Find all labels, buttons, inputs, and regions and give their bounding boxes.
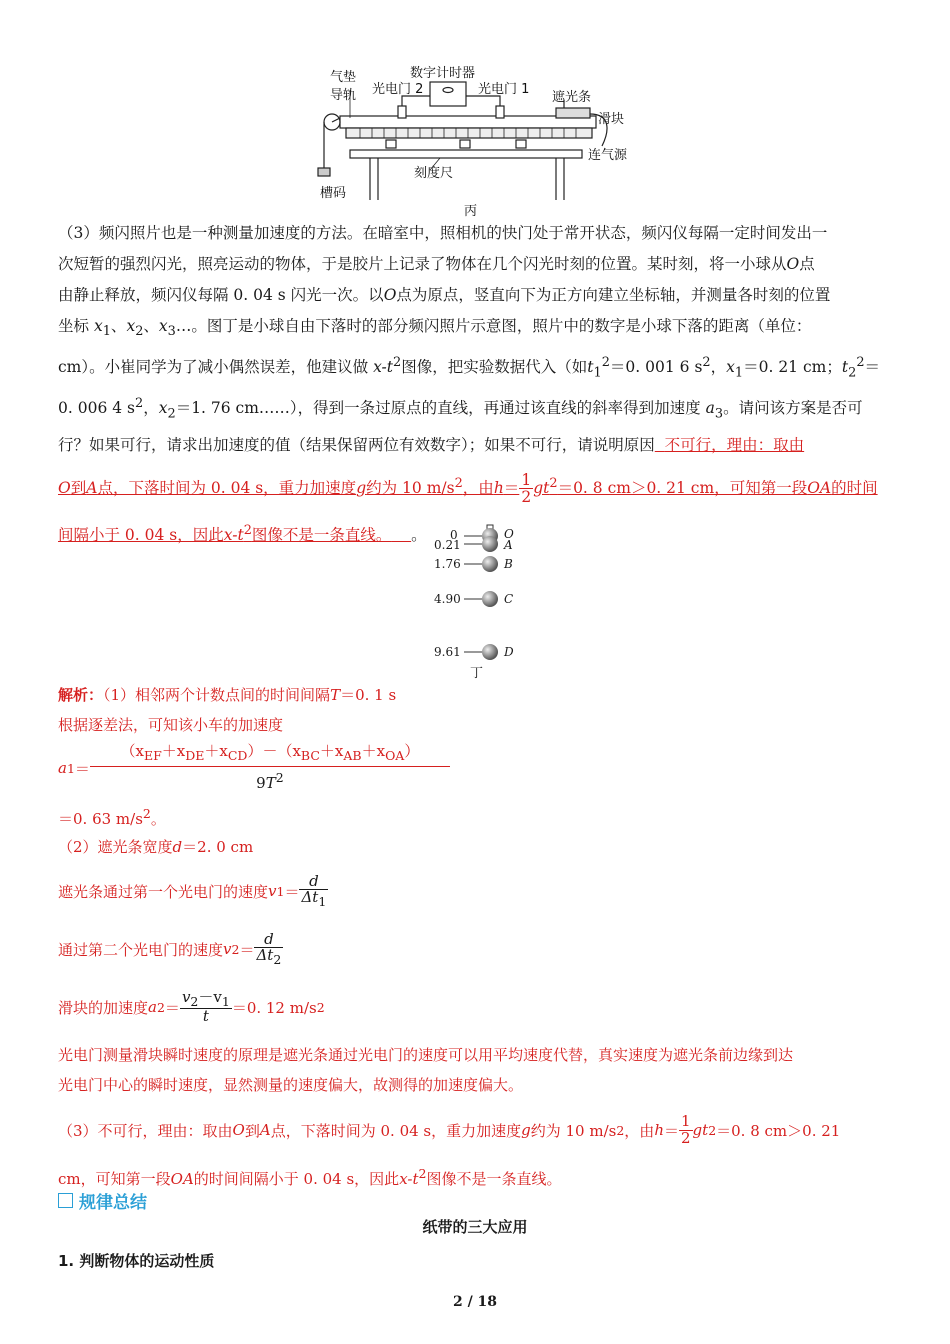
label-scale: 刻度尺 xyxy=(414,166,454,181)
solution-heading: 解析： xyxy=(58,686,104,704)
frac-text: （x xyxy=(120,742,144,761)
q3-text: ＝0. 001 6 s xyxy=(609,358,703,377)
frac-num xyxy=(90,744,450,767)
solution-text: ＝0. 12 m/s xyxy=(231,998,317,1017)
var-OA: OA xyxy=(807,478,832,497)
q3-line-2 xyxy=(58,249,890,280)
fraction-half xyxy=(679,1111,693,1147)
sub: DE xyxy=(185,748,205,764)
sup: 2 xyxy=(275,770,284,786)
q3-line-7 xyxy=(58,430,890,461)
sub: 1 xyxy=(276,883,285,899)
q3-text: 。请问该方案是否可 xyxy=(723,399,863,418)
var-O: O xyxy=(58,478,71,497)
sup: 2 xyxy=(601,355,610,371)
strobe-value-0: 0 xyxy=(450,528,458,542)
q3-text: ＝0. 21 cm； xyxy=(743,358,842,377)
figure-caption-bing: 丙 xyxy=(464,204,478,219)
q3-text: 次短暂的强烈闪光，照亮运动的物体，于是胶片上记录了物体在几个闪光时刻的位置。某时刻，将一小球从 xyxy=(58,255,787,273)
solution-text: （1）相邻两个计数点间的时间间隔 xyxy=(103,686,331,704)
solution-text: 通过第二个光电门的速度 xyxy=(58,940,224,959)
solution-text: ＝2. 0 cm xyxy=(182,838,254,856)
q3-text: 点 xyxy=(799,255,815,273)
solution-text: 滑块的加速度 xyxy=(58,998,149,1017)
solution-text: ＝ xyxy=(239,940,255,959)
strobe-value-1: 0.21 xyxy=(434,538,461,552)
sup: 2 xyxy=(418,1166,427,1181)
sub: 2 xyxy=(190,993,199,1009)
var-O: O xyxy=(383,286,397,304)
var-A: A xyxy=(259,1121,271,1139)
var-a: a xyxy=(148,998,157,1016)
solution-v1 xyxy=(58,862,898,920)
solution-text: 。 xyxy=(150,810,166,828)
strobe-value-3: 4.90 xyxy=(434,592,461,606)
answer-text: 到 xyxy=(70,478,87,497)
solution-text: ＝0. 1 s xyxy=(340,686,397,704)
var-x: x xyxy=(726,358,735,377)
solution-text: 图像不是一条直线。 xyxy=(426,1170,562,1188)
q3-text: 、 xyxy=(110,317,127,335)
solution-line-d xyxy=(58,832,898,862)
var-dt: Δt xyxy=(256,946,274,965)
solution-result-a1 xyxy=(58,796,898,832)
q3-text: （3）频闪照片也是一种测量加速度的方法。在暗室中，照相机的快门处于常开状态，频闪仪每隔一定时间发出一 xyxy=(58,224,828,242)
var-xt: x-t xyxy=(399,1170,419,1188)
var-g: g xyxy=(356,478,367,497)
var-xt: x-t xyxy=(223,525,244,544)
frac-den xyxy=(90,767,450,792)
figure-caption-ding: 丁 xyxy=(470,666,484,681)
sub: OA xyxy=(385,748,405,764)
var-gt: gt xyxy=(692,1121,709,1139)
frac-text: ＋x xyxy=(361,742,386,761)
sub: 1 xyxy=(221,993,230,1009)
frac-den: t xyxy=(202,1006,209,1025)
frac-num: d xyxy=(254,932,283,949)
answer-text: ＝ xyxy=(503,478,520,497)
strobe-value-2: 1.76 xyxy=(434,557,461,571)
solution-text: 的时间间隔小于 0. 04 s，因此 xyxy=(193,1170,400,1188)
solution-text: ＝ xyxy=(663,1121,679,1140)
solution-text: 根据逐差法，可知该小车的加速度 xyxy=(58,716,284,734)
sub: 2 xyxy=(273,952,282,968)
solution-text: ，由 xyxy=(624,1121,655,1140)
var-h: h xyxy=(654,1121,664,1139)
fraction-a1 xyxy=(90,744,450,792)
q3-answer-line-2 xyxy=(58,461,890,511)
solution-line-1 xyxy=(58,680,898,710)
solution-text: ＝ xyxy=(284,882,300,901)
label-photogate-1: 光电门 1 xyxy=(478,82,530,97)
fraction-v2 xyxy=(254,929,283,968)
q3-line-3 xyxy=(58,280,890,311)
var-O: O xyxy=(232,1121,245,1139)
q3-text: 、 xyxy=(143,317,159,335)
q3-text: ， xyxy=(143,399,159,418)
summary-heading xyxy=(58,1188,147,1213)
solution-text: ＝ xyxy=(74,759,90,778)
q3-text: 图像，把实验数据代入（如 xyxy=(401,358,588,377)
answer-text: 约为 10 m/s xyxy=(366,478,455,497)
q3-text: ， xyxy=(710,358,727,377)
sub: EF xyxy=(143,748,162,764)
answer-text: 图像不是一条直线。 xyxy=(251,525,392,544)
solution-v2 xyxy=(58,920,898,978)
fraction-v1 xyxy=(299,871,328,910)
frac-text: ＋x xyxy=(204,742,228,761)
var-gt: gt xyxy=(533,478,550,497)
solution-line-7b xyxy=(58,1070,898,1100)
fraction-a2 xyxy=(180,987,232,1025)
sup: 2 xyxy=(454,475,463,491)
q3-line-6 xyxy=(58,388,890,429)
sup: 2 xyxy=(134,396,144,412)
frac-den xyxy=(254,948,283,966)
var-v: v xyxy=(268,882,277,900)
sub: 2 xyxy=(848,365,857,381)
sup: 2 xyxy=(702,355,711,371)
var-O: O xyxy=(786,255,800,273)
var-x: x xyxy=(126,317,136,335)
var-v: v xyxy=(223,940,232,958)
answer-text: ，由 xyxy=(462,478,494,497)
frac-num xyxy=(180,987,232,1009)
strobe-point-C: C xyxy=(504,592,514,606)
label-shade: 遮光条 xyxy=(552,90,592,105)
strobe-value-4: 9.61 xyxy=(434,645,461,659)
solution-line-9 xyxy=(58,1158,898,1190)
frac-text: ） xyxy=(404,742,420,761)
summary-item-1: 1. 判断物体的运动性质 xyxy=(58,1252,215,1270)
solution-text: 光电门中心的瞬时速度，显然测量的速度偏大，故测得的加速度偏大。 xyxy=(58,1076,524,1094)
label-slider: 滑块 xyxy=(598,112,625,127)
q3-text: 点为原点，竖直向下为正方向建立坐标轴，并测量各时刻的位置 xyxy=(396,286,831,304)
var-a: a xyxy=(705,399,715,418)
strobe-point-O: O xyxy=(504,527,514,541)
sub: 1 xyxy=(734,365,744,381)
var-t: t xyxy=(587,358,594,377)
sub: 1 xyxy=(593,365,602,381)
frac-den xyxy=(299,890,328,908)
frac-text: －v xyxy=(198,987,222,1006)
label-weight: 槽码 xyxy=(320,186,347,201)
var-x: x xyxy=(93,317,103,335)
sup: 2 xyxy=(616,1122,625,1138)
var-x: x xyxy=(158,399,168,418)
sub: BC xyxy=(300,748,320,764)
label-air-source: 连气源 xyxy=(588,148,628,163)
sup: 2 xyxy=(708,1122,717,1138)
answer-blank xyxy=(58,522,411,544)
label-photogate-2: 光电门 2 xyxy=(372,82,424,97)
question-3 xyxy=(58,218,890,551)
var-a: a xyxy=(58,759,67,777)
var-t: t xyxy=(841,358,849,377)
q3-text: ＝1. 76 cm……），得到一条过原点的直线，再通过该直线的斜率得到加速度 xyxy=(175,399,701,418)
var-A: A xyxy=(86,478,98,497)
q3-text: 行？如果可行，请求出加速度的值（结果保留两位有效数字）；如果不可行，请说明原因 xyxy=(58,435,655,454)
answer-text: 的时间 xyxy=(831,478,878,497)
strobe-point-A: A xyxy=(504,538,513,552)
solution-text: （2）遮光条宽度 xyxy=(58,838,173,856)
solution-text: ＝0. 8 cm＞0. 21 xyxy=(716,1121,841,1140)
var-xt: x-t xyxy=(373,358,394,377)
sub: 1 xyxy=(66,760,75,776)
answer-blank xyxy=(655,436,804,454)
frac-den: 2 xyxy=(521,488,532,507)
solution-text: ＝ xyxy=(164,998,180,1017)
solution-text: 到 xyxy=(244,1121,260,1140)
solution xyxy=(58,680,898,1190)
frac-text: 9 xyxy=(256,774,266,793)
sub: CD xyxy=(227,748,248,764)
var-h: h xyxy=(493,478,504,497)
label-air-track-2: 导轨 xyxy=(330,88,357,103)
answer-text: 点，下落时间为 0. 04 s，重力加速度 xyxy=(97,478,357,497)
answer-text: ＝0. 8 cm＞0. 21 cm，可知第一段 xyxy=(557,478,808,497)
q3-text: 0. 006 4 s xyxy=(58,399,135,418)
q3-line-4 xyxy=(58,311,890,347)
frac-text: ）－（x xyxy=(247,742,301,761)
sub: 1 xyxy=(318,894,327,910)
q3-line-5 xyxy=(58,347,890,388)
frac-num: 1 xyxy=(681,1111,691,1130)
checkbox-icon xyxy=(58,1193,73,1208)
q3-text: ＝ xyxy=(864,358,881,377)
label-timer: 数字计时器 xyxy=(410,66,476,81)
sup: 2 xyxy=(856,355,865,371)
solution-text: 光电门测量滑块瞬时速度的原理是遮光条通过光电门的速度可以用平均速度代替，真实速度为遮光条前边缘到达 xyxy=(58,1046,794,1064)
solution-line-2 xyxy=(58,710,898,740)
summary-title: 纸带的三大应用 xyxy=(422,1218,528,1236)
sup: 2 xyxy=(393,355,402,371)
frac-text: ＋x xyxy=(319,742,344,761)
sup: 2 xyxy=(316,999,325,1015)
fraction-half xyxy=(519,472,533,506)
q3-line-1 xyxy=(58,218,890,249)
page-number: 2 / 18 xyxy=(452,1294,498,1310)
sub: 3 xyxy=(167,324,176,340)
solution-text: cm，可知第一段 xyxy=(58,1170,171,1188)
sub: 2 xyxy=(156,999,165,1015)
frac-num: d xyxy=(299,874,328,891)
var-v: v xyxy=(181,987,191,1006)
sup: 2 xyxy=(243,522,252,538)
sub: 2 xyxy=(135,324,144,340)
frac-text: ＋x xyxy=(161,742,186,761)
solution-a2 xyxy=(58,978,898,1036)
var-dt: Δt xyxy=(301,888,319,907)
summary-heading-text: 规律总结 xyxy=(79,1193,147,1213)
answer-text: 间隔小于 0. 04 s，因此 xyxy=(58,525,224,544)
sub: AB xyxy=(343,748,362,764)
figure-strobe xyxy=(420,522,540,682)
solution-formula-a1 xyxy=(58,740,898,796)
strobe-point-B: B xyxy=(504,557,513,571)
solution-text: ＝0. 63 m/s xyxy=(58,810,143,828)
frac-den: 2 xyxy=(681,1128,691,1147)
q3-text: 。 xyxy=(411,525,427,544)
var-g: g xyxy=(521,1121,531,1139)
solution-line-7a xyxy=(58,1040,898,1070)
sub: 2 xyxy=(231,941,240,957)
solution-text: 约为 10 m/s xyxy=(530,1121,617,1140)
q3-text: 由静止释放，频闪仪每隔 0. 04 s 闪光一次。以 xyxy=(58,286,384,304)
var-x: x xyxy=(158,317,168,335)
var-OA: OA xyxy=(170,1170,194,1188)
answer-text: 不可行，理由：取由 xyxy=(664,435,805,454)
sup: 2 xyxy=(549,475,558,491)
solution-text: 点，下落时间为 0. 04 s，重力加速度 xyxy=(270,1121,522,1140)
sub: 1 xyxy=(102,324,111,340)
solution-text: （3）不可行，理由：取由 xyxy=(58,1121,233,1140)
sub: 2 xyxy=(167,406,176,422)
var-T: T xyxy=(330,686,341,704)
var-d: d xyxy=(172,838,183,856)
sub: 3 xyxy=(714,406,724,422)
q3-text: 坐标 xyxy=(58,317,90,335)
solution-text: 遮光条通过第一个光电门的速度 xyxy=(58,882,269,901)
var-T: T xyxy=(265,774,276,793)
strobe-point-D: D xyxy=(504,645,514,659)
q3-text: …。图丁是小球自由下落时的部分频闪照片示意图，照片中的数字是小球下落的距离（单位： xyxy=(175,317,812,335)
solution-line-8 xyxy=(58,1102,898,1158)
frac-num: 1 xyxy=(521,470,532,489)
label-air-track-1: 气垫 xyxy=(330,70,357,85)
sup: 2 xyxy=(142,806,151,821)
q3-text: cm）。小崔同学为了减小偶然误差，他建议做 xyxy=(58,358,369,377)
